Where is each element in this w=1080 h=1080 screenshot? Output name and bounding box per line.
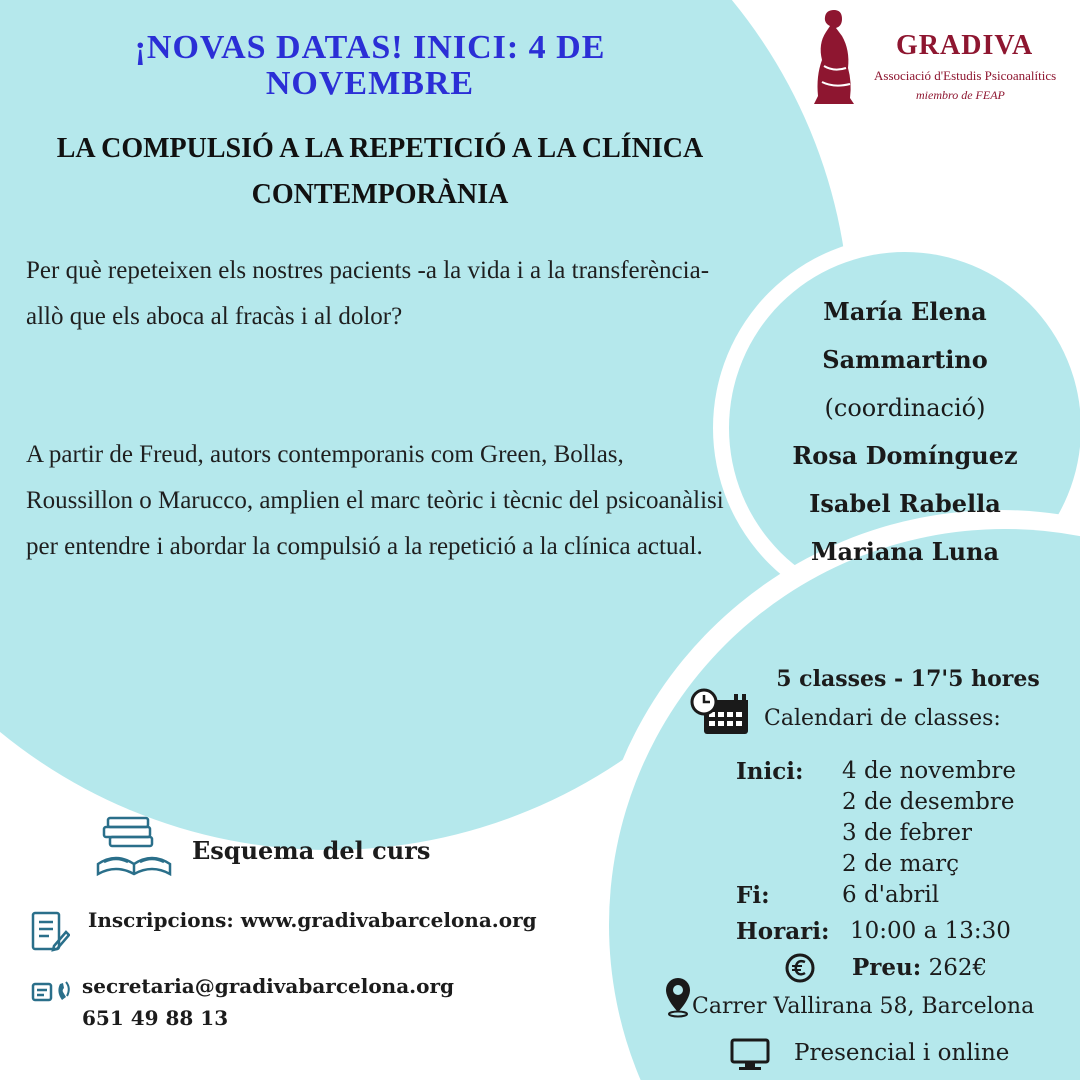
price-label: Preu:	[852, 954, 922, 981]
end-label: Fi:	[736, 882, 770, 909]
course-title: LA COMPULSIÓ A LA REPETICIÓ A LA CLÍNICA CONTEMPORÀNIA	[56, 133, 704, 210]
coordinator-first-name: María Elena	[823, 297, 987, 326]
end-date: 6 d'abril	[842, 882, 940, 908]
speakers-list	[740, 288, 1070, 576]
course-mode: Presencial i online	[794, 1040, 1010, 1066]
class-date: 2 de març	[842, 851, 959, 877]
phone-contact-icon	[30, 976, 74, 1012]
registration-link[interactable]: Inscripcions: www.gradivabarcelona.org	[88, 908, 537, 932]
class-date: 2 de desembre	[842, 789, 1015, 815]
coordinator-role: (coordinació)	[824, 394, 986, 422]
form-icon	[30, 910, 70, 954]
schedule-time: 10:00 a 13:30	[850, 918, 1011, 944]
speaker-name: Isabel Rabella	[809, 489, 1001, 518]
coordinator-last-name: Sammartino	[822, 345, 988, 374]
price-value: 262€	[928, 955, 988, 981]
contact-info	[82, 970, 454, 1034]
gradiva-logo	[806, 6, 1076, 110]
announcement: ¡NOVAS DATAS! INICI: 4 DE NOVEMBRE	[134, 29, 606, 102]
intro-paragraph: Per què repeteixen els nostres pacients -a la vida i a la transferència- allò que els aboca al fracàs i al dolor?	[26, 257, 710, 330]
address: Carrer Vallirana 58, Barcelona	[692, 994, 1035, 1019]
logo-member: miembro de FEAP	[916, 88, 1005, 102]
clock-calendar-icon	[690, 688, 752, 738]
calendar-label: Calendari de classes:	[764, 706, 1001, 731]
class-date: 3 de febrer	[842, 820, 973, 846]
location-pin-icon	[662, 976, 694, 1018]
phone-number[interactable]: 651 49 88 13	[82, 1006, 229, 1030]
email-link[interactable]: secretaria@gradivabarcelona.org	[82, 974, 455, 998]
logo-name: GRADIVA	[896, 30, 1034, 61]
classes-hours: 5 classes - 17'5 hores	[776, 666, 1040, 692]
class-date: 4 de novembre	[842, 758, 1016, 784]
speaker-name: Rosa Domínguez	[792, 441, 1018, 470]
price	[852, 954, 987, 981]
statue-logo-icon	[810, 6, 860, 106]
description-paragraph: A partir de Freud, autors contemporanis com Green, Bollas, Roussillon o Marucco, amplien el marc teòric i tècnic del psicoanàlisi per entendre i abordar la compulsió a la repetició a la clínica actual.	[26, 441, 724, 560]
euro-icon	[784, 952, 816, 984]
start-label: Inici:	[736, 758, 804, 785]
monitor-icon	[730, 1038, 770, 1072]
speaker-name: Mariana Luna	[810, 537, 1000, 566]
course-outline: Esquema del curs	[192, 836, 431, 865]
books-icon	[94, 812, 174, 884]
schedule-label: Horari:	[736, 918, 830, 945]
logo-subtitle: Associació d'Estudis Psicoanalítics	[874, 68, 1057, 83]
